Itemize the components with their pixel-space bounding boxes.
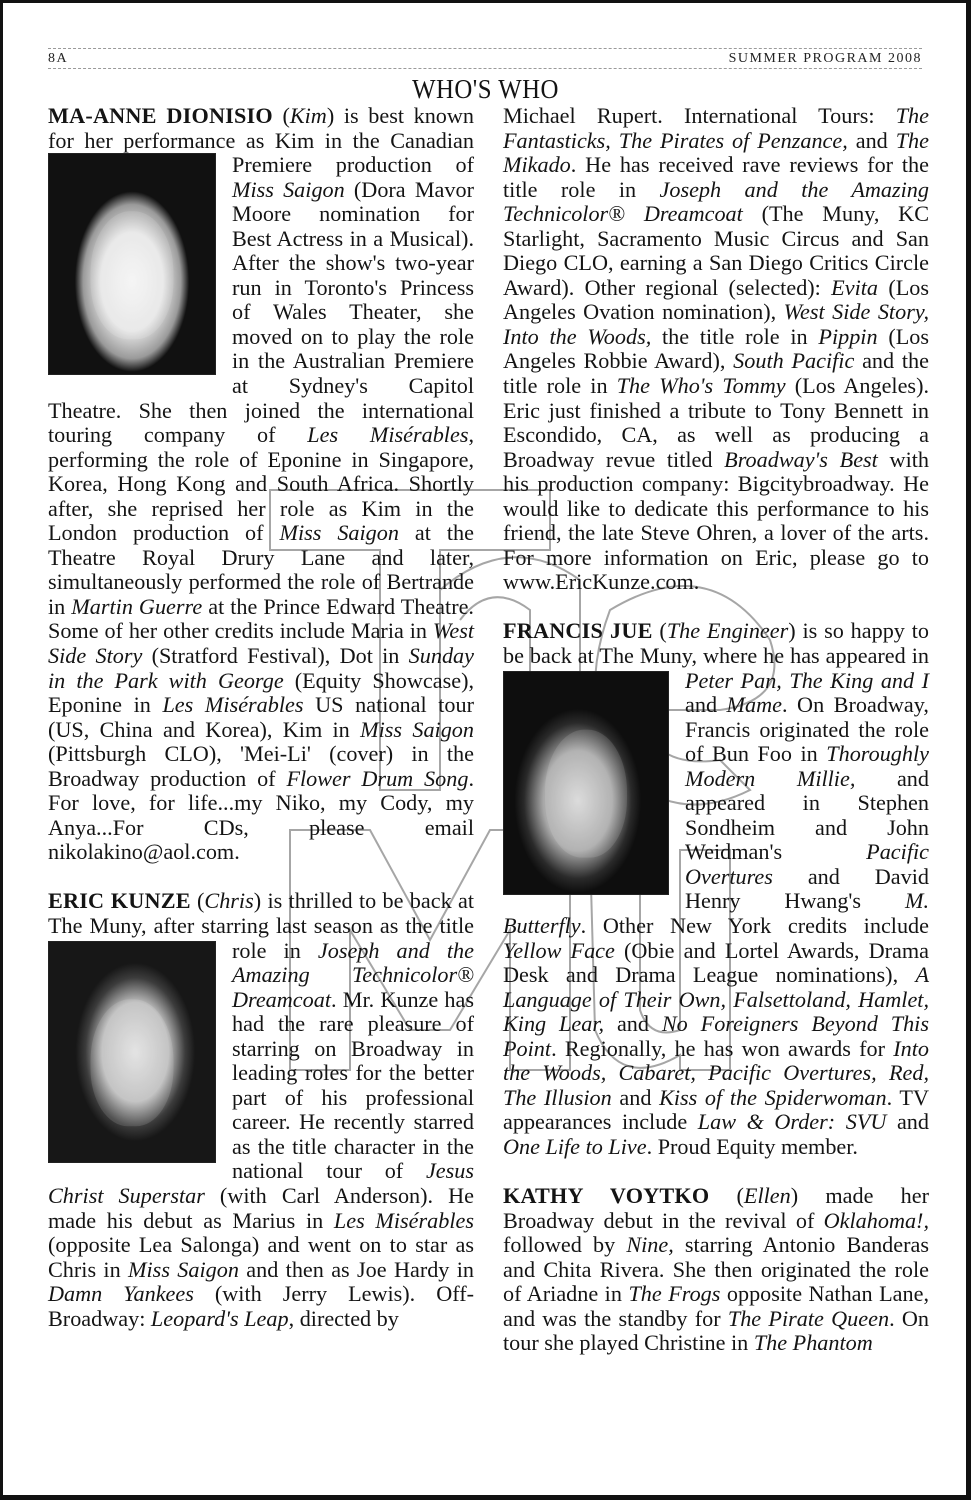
show-title: Les Misérables — [162, 692, 304, 718]
bio-text: . For love, for life...my Niko, my Cody, my Anya...For CDs, please email nikolakino@aol.com. — [48, 765, 474, 865]
bio-text: (with Jerry Lewis). Off-Broadway: — [48, 1281, 475, 1331]
bio-eric-kunze-continued: Michael Rupert. International Tours: The Fantasticks, The Pirates of Penzance, and The Mikado. He has received rave reviews for the title role in Joseph and the Amazing Technicolor® Dreamcoat (The Muny, KC Starlight, Sacramento Music Circus and San Diego CLO, earning a San Diego Critics Circle Award). Other regional (selected): Evita (Los Angeles Ovation nomination), West Side Story, Into the Woods, the title role in Pippin (Los Angeles Robbie Award), South Pacific and the title role in The Who's Tommy (Los Angeles). Eric just finished a tribute to Tony Bennett in Escondido, CA, as well as producing a Broadway revue titled Broadway's Best with his production company: Bigcitybroadway. He would like to dedicate this performance to his friend, the late Steve Ohren, a lover of the arts. For more information on Eric, please go to www.EricKunze.com. — [503, 103, 930, 595]
character-name: Chris — [204, 888, 254, 914]
bio-eric-kunze: ERIC KUNZE (Chris) is thrilled to be back at The Muny, after starring last season as the title role in Joseph and the Amazing Technicolor® Dreamcoat. Mr. Kunze has had the rare pleasure of starring on Broadway in leading roles for the better part of his professional career. He recently starred as the title character in the national tour of Jesus Christ Superstar (with Carl Anderson). He made his debut as Marius in Les Misérables (opposite Lea Salonga) and went on to star as Chris in Miss Saigon and then as Joe Hardy in Damn Yankees (with Jerry Lewis). Off-Broadway: Leopard's Leap, directed by — [48, 888, 475, 1331]
bio-text: . On Broadway, Francis originated the role of Bun Foo in — [685, 692, 929, 767]
show-title: The Phantom — [753, 1330, 873, 1356]
bio-text: is so happy to be back at The Muny, where he has appeared in — [503, 618, 929, 668]
show-title: The Mikado — [503, 127, 929, 178]
header-rule-bottom — [48, 68, 922, 69]
bio-text: US national tour (US, China and Korea), Kim in — [48, 692, 475, 742]
show-title: Pippin — [818, 323, 878, 349]
bio-text: (Los Angeles Ovation nomination), — [503, 274, 929, 325]
show-title: Joseph and the Amazing Technicolor® Dreamcoat — [503, 176, 929, 227]
face-shape — [91, 211, 174, 339]
show-title: South Pacific — [733, 348, 855, 374]
show-title: Miss Saigon — [279, 520, 399, 546]
bio-text: and the title role in — [503, 348, 929, 399]
show-title: West Side Story — [48, 618, 474, 669]
face-shape — [91, 999, 174, 1127]
bio-francis-jue: FRANCIS JUE (The Engineer) is so happy to be back at The Muny, where he has appeared in Peter Pan, The King and I and Mame. On Broadway, Francis originated the role of Bun Foo in Thoroughly Modern Millie, and appeared in Stephen Sondheim and John Weidman's Pacific Overtures and David Henry Hwang's M. Butterfly. Other New York credits include Yellow Face (Obie and Lortel Awards, Drama Desk and Drama League nominations), A Language of Their Own, Falsettoland, Hamlet, King Lear, and No Foreigners Beyond This Point. Regionally, he has won awards for Into the Woods, Cabaret, Pacific Overtures, Red, The Illusion and Kiss of the Spiderwoman. TV appearances include Law & Order: SVU and One Life to Live. Proud Equity member. — [503, 618, 929, 1159]
show-title: Flower Drum Song — [286, 765, 469, 791]
headshot-photo-ma-anne-dionisio — [48, 153, 216, 375]
bio-text: . He has received rave reviews for the title role in — [503, 152, 929, 202]
show-title: Thoroughly Modern Millie, — [685, 741, 929, 791]
show-title: Miss Saigon — [360, 716, 474, 742]
bio-text: (Obie and Lortel Awards, Drama Desk and Drama League nominations), — [503, 937, 929, 988]
show-title: West Side Story, Into the Woods, — [503, 299, 929, 349]
performer-name: FRANCIS JUE — [503, 618, 653, 644]
header-rule-top — [48, 48, 922, 49]
bio-text: is best known for her performance as Kim in the Canadian Premiere production of — [48, 103, 474, 178]
bio-text: , performing the role of Eponine in Singapore, Korea, Hong Kong and South Africa. Shortly after, she reprised her role as Kim in the London production of — [48, 422, 474, 546]
bio-text: (Los Angeles). Eric just finished a tribute to Tony Bennett in Escondido, CA, as well as producing a Broadway revue titled — [503, 373, 930, 472]
show-title: Jesus Christ Superstar — [48, 1158, 474, 1209]
show-title: M. Butterfly — [503, 888, 929, 938]
show-title: Yellow Face — [503, 937, 615, 963]
bio-text: . On tour she played Christine in — [503, 1305, 929, 1356]
show-title: Into the Woods, Cabaret, Pacific Overtures, Red, The Illusion — [503, 1035, 929, 1110]
section-title: WHO'S WHO — [412, 74, 559, 104]
bio-text: . Other New York credits include — [580, 913, 929, 938]
show-title: Kiss of the Spiderwoman — [659, 1084, 887, 1110]
bio-text: and — [847, 127, 896, 153]
bio-text: . Mr. Kunze has had the rare pleasure of starring on Broadway in leading roles for the better part of his professional career. He recently starred as the title character in the national tour of — [232, 986, 474, 1184]
show-title: Sunday in the Park with George — [48, 643, 474, 693]
bio-text: at the Prince Edward Theatre. Some of her other credits include Maria in — [48, 593, 474, 644]
performer-name: KATHY VOYTKO — [503, 1182, 710, 1208]
bio-ma-anne-dionisio: MA-ANNE DIONISIO (Kim) is best known for her performance as Kim in the Canadian Premiere production of Miss Saigon (Dora Mavor Moore nomination for Best Actress in a Musical). After the show's two-year run in Toronto's Princess of Wales Theater, she moved on to play the role in the Australian Premiere at Sydney's Capitol Theatre. She then joined the international touring company of Les Misérables, performing the role of Eponine in Singapore, Korea, Hong Kong and South Africa. Shortly after, she reprised her role as Kim in the London production of Miss Saigon at the Theatre Royal Drury Lane and later, simultaneously performed the role of Bertrande in Martin Guerre at the Prince Edward Theatre. Some of her other credits include Maria in West Side Story (Stratford Festival), Dot in Sunday in the Park with George (Equity Showcase), Eponine in Les Misérables US national tour (US, China and Korea), Kim in Miss Saigon (Pittsburgh CLO), 'Mei-Li' (cover) in the Broadway production of Flower Drum Song. For love, for life...my Niko, my Cody, my Anya...For CDs, please email nikolakino@aol.com. — [48, 103, 475, 865]
show-title: Joseph and the Amazing Technicolor® Dreamcoat — [232, 937, 474, 1012]
right-column — [503, 104, 929, 1356]
bio-text: and appeared in Stephen Sondheim and John Weidman's — [685, 765, 929, 865]
bio-text: and then as Joe Hardy in — [238, 1256, 474, 1282]
bio-text: is thrilled to be back at The Muny, after starring last season as the title role in — [48, 888, 474, 963]
show-title: Martin Guerre — [71, 593, 203, 619]
bio-text: made her Broadway debut in the revival of — [503, 1182, 929, 1233]
bio-text: . TV appearances include — [503, 1084, 929, 1135]
bio-text: and — [886, 1109, 929, 1135]
bio-text: . Regionally, he has won awards for — [551, 1035, 894, 1061]
bio-text: . Proud Equity member. — [646, 1133, 858, 1159]
show-title: Damn Yankees — [48, 1281, 194, 1307]
show-title: Les Misérables — [307, 422, 469, 448]
show-title: Miss Saigon — [232, 176, 345, 202]
show-title: Miss Saigon — [128, 1256, 239, 1282]
bio-text: followed by — [503, 1232, 627, 1258]
character-name: Ellen — [743, 1182, 791, 1208]
show-title: The Who's Tommy — [616, 373, 786, 399]
bio-text: with his production company: Bigcitybroadway. He would like to dedicate this performance to his friend, the late Steve Ohren, a lover of the arts. For more information on Eric, please go to www.EricKunze.com. — [503, 446, 929, 595]
show-title: Peter Pan, The King and I — [685, 667, 929, 693]
show-title: Pacific Overtures — [685, 839, 929, 889]
show-title: The Fantasticks, The Pirates of Penzance, — [503, 103, 929, 153]
bio-text: , directed by — [288, 1305, 399, 1331]
publication-title: SUMMER PROGRAM 2008 — [728, 51, 922, 66]
bio-text: (opposite Lea Salonga) and went on to star as Chris in — [48, 1232, 474, 1282]
headshot-photo-eric-kunze — [48, 941, 216, 1163]
left-column — [48, 104, 474, 1331]
show-title: Evita — [831, 274, 878, 300]
performer-name: MA-ANNE DIONISIO — [48, 103, 273, 128]
show-title: Leopard's Leap — [150, 1305, 289, 1331]
headshot-photo-francis-jue — [503, 671, 669, 895]
show-title: Oklahoma!, — [823, 1207, 929, 1233]
bio-text: and — [611, 1084, 660, 1110]
show-title: Mame — [726, 692, 782, 718]
show-title: The Frogs — [628, 1281, 721, 1307]
performer-name: ERIC KUNZE — [48, 888, 191, 914]
bio-text: (Stratford Festival), Dot in — [142, 643, 409, 669]
show-title: Nine, — [626, 1232, 674, 1258]
bio-text: and — [685, 692, 727, 718]
face-shape — [545, 729, 627, 858]
bio-text: (Equity Showcase), Eponine in — [48, 667, 475, 718]
show-title: One Life to Live — [503, 1133, 647, 1159]
bio-text: (The Muny, KC Starlight, Sacramento Music Circus and San Diego CLO, earning a San Diego Critics Circle Award). Other regional (selected): — [503, 201, 929, 300]
page-number: 8A — [48, 51, 69, 66]
show-title: Law & Order: SVU — [697, 1109, 887, 1135]
bio-text: (Los Angeles Robbie Award), — [503, 323, 929, 374]
show-title: Les Misérables — [333, 1207, 474, 1233]
bio-text: and David Henry Hwang's — [685, 863, 929, 914]
show-title: A Language of Their Own, Falsettoland, Hamlet, King Lear, — [503, 962, 929, 1037]
bio-text: at the Theatre Royal Drury Lane and later, simultaneously performed the role of Bertrande in — [48, 520, 474, 619]
show-title: Broadway's Best — [724, 446, 878, 472]
bio-text: starring Antonio Banderas and Chita Rivera. She then originated the role of Ariadne in — [503, 1232, 929, 1307]
bio-text: and — [604, 1011, 662, 1037]
character-name: Kim — [289, 103, 327, 128]
bio-text: (Dora Mavor Moore nomination for Best Actress in a Musical). After the show's two-year run in Toronto's Princess of Wales Theater, she moved on to play the role in the Australian Premiere at Sydney's Capitol Theatre. She then joined the international touring company of — [48, 176, 474, 448]
show-title: The Pirate Queen — [727, 1305, 890, 1331]
bio-text: (Pittsburgh CLO), 'Mei-Li' (cover) in the Broadway production of — [48, 741, 474, 791]
show-title: No Foreigners Beyond This Point — [503, 1011, 929, 1061]
character-name: The Engineer — [666, 618, 789, 644]
bio-text: (with Carl Anderson). He made his debut as Marius in — [48, 1183, 475, 1233]
bio-kathy-voytko: KATHY VOYTKO (Ellen) made her Broadway debut in the revival of Oklahoma!, followed by Nine, starring Antonio Banderas and Chita Rivera. She then originated the role of Ariadne in The Frogs opposite Nathan Lane, and was the standby for The Pirate Queen. On tour she played Christine in The Phantom — [503, 1182, 929, 1356]
bio-text: opposite Nathan Lane, and was the standby for — [503, 1281, 929, 1331]
bio-text: the title role in — [651, 323, 819, 349]
